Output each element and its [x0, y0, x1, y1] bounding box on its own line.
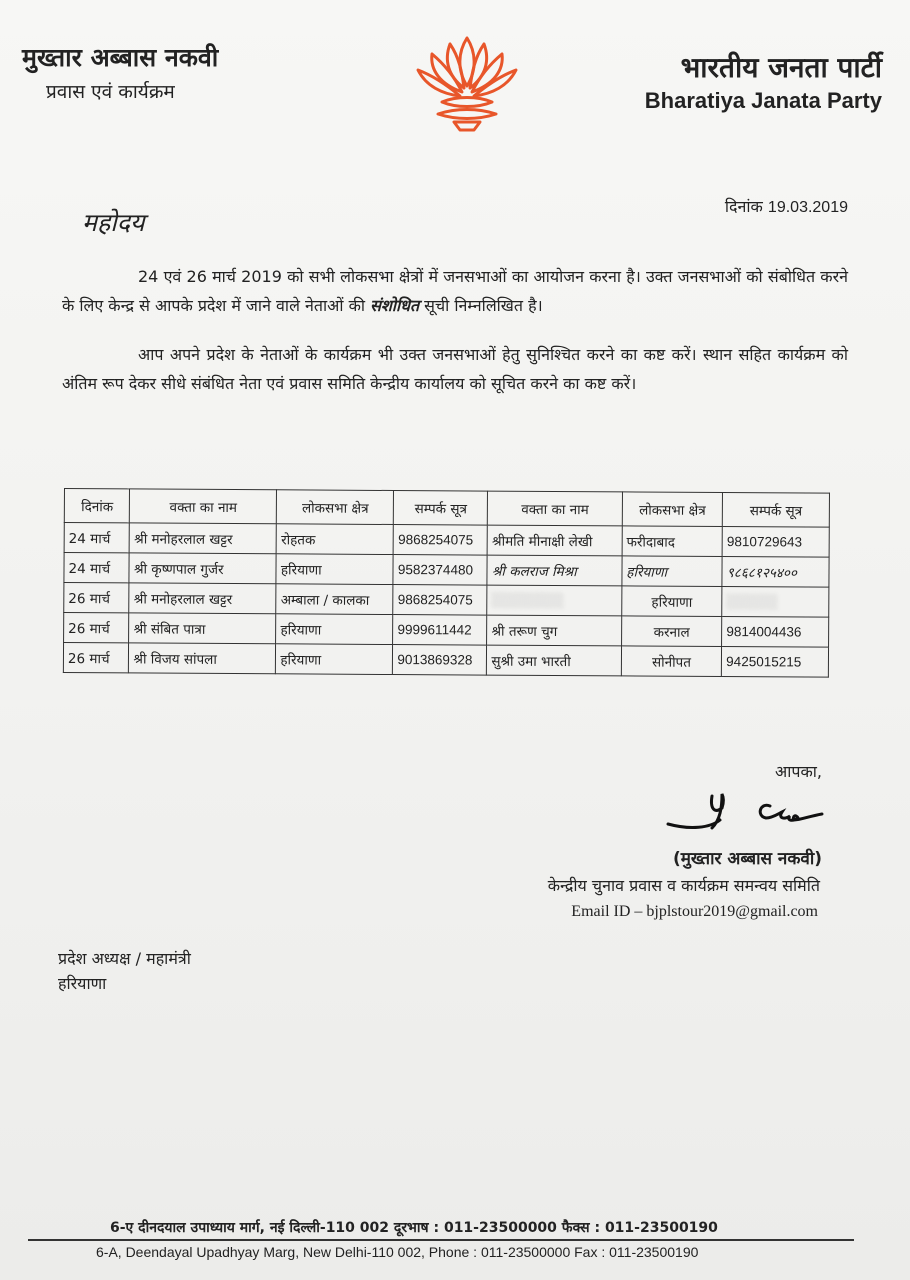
table-row	[64, 613, 829, 648]
col-header-speaker: वक्ता का नाम	[130, 489, 277, 524]
table-row	[63, 643, 828, 678]
cell-date: 26 मार्च	[64, 613, 130, 643]
cell-constituency: हरियाणा	[276, 614, 393, 645]
redacted-mark: ░░░░░	[726, 593, 779, 610]
signature-image	[660, 788, 840, 838]
cell-speaker-2: श्री तरूण चुग	[487, 615, 622, 646]
table-header-row	[64, 489, 829, 528]
lotus-icon	[412, 30, 522, 135]
footer-address-hindi: 6-ए दीनदयाल उपाध्याय मार्ग, नई दिल्ली-110 002 दूरभाष : 011-23500000 फैक्स : 011-23500190	[110, 1220, 718, 1236]
cell-contact-2: 9810729643	[722, 527, 829, 558]
cell-contact: 9868254075	[393, 585, 487, 616]
cell-constituency: हरियाणा	[276, 644, 393, 675]
footer-divider	[28, 1239, 854, 1241]
party-name-english: Bharatiya Janata Party	[644, 88, 882, 113]
signatory-name: (मुख्तार अब्बास नकवी)	[672, 849, 822, 869]
cell-constituency-2: सोनीपत	[621, 646, 722, 677]
cell-contact: 9582374480	[393, 555, 487, 586]
addressee-line-2: हरियाणा	[58, 974, 107, 993]
addressee	[58, 946, 191, 996]
cell-speaker-2: सुश्री उमा भारती	[487, 645, 622, 676]
table-row	[64, 553, 829, 588]
table-row	[64, 523, 829, 558]
salutation: महोदय	[82, 208, 145, 237]
sender-department: प्रवास एवं कार्यक्रम	[46, 81, 175, 103]
date-value: 19.03.2019	[767, 199, 848, 216]
date-label: दिनांक	[724, 197, 763, 216]
cell-constituency-2: करनाल	[621, 616, 722, 647]
paragraph-1	[62, 262, 848, 320]
letter-date	[725, 195, 848, 217]
cell-contact-2-redacted	[722, 587, 829, 618]
cell-speaker-2: श्रीमति मीनाक्षी लेखी	[487, 525, 622, 556]
table-row	[64, 583, 829, 618]
col-header-speaker-2: वक्ता का नाम	[488, 491, 623, 526]
cell-contact: 9013869328	[393, 645, 487, 676]
cell-constituency-2-handwritten: हरियाणा	[622, 556, 723, 587]
addressee-line-1: प्रदेश अध्यक्ष / महामंत्री	[58, 949, 191, 968]
redacted-mark: ░░░░░░░	[491, 592, 565, 609]
cell-speaker-2-handwritten: श्री कलराज मिश्रा	[487, 555, 622, 586]
cell-speaker: श्री मनोहरलाल खट्टर	[130, 523, 277, 554]
cell-speaker-2-redacted	[487, 585, 622, 616]
cell-contact: 9999611442	[393, 615, 487, 646]
paragraph-1-text: 24 एवं 26 मार्च 2019 को सभी लोकसभा क्षेत्रों में जनसभाओं का आयोजन करना है। उक्त जनसभाओं को संबोधित करने के लिए केन्द्र से आपके प्रदेश में जाने वाले नेताओं की	[62, 267, 848, 315]
cell-constituency: रोहतक	[277, 524, 394, 555]
speaker-schedule-table	[63, 488, 830, 678]
col-header-constituency-2: लोकसभा क्षेत्र	[622, 492, 723, 527]
cell-speaker: श्री संबित पात्रा	[129, 613, 276, 644]
paragraph-1-end: सूची निम्नलिखित है।	[424, 296, 543, 315]
letterhead-left	[22, 40, 218, 104]
footer-address-english: 6-A, Deendayal Upadhyay Marg, New Delhi-110 002, Phone : 011-23500000 Fax : 011-23500190	[96, 1244, 699, 1260]
party-name-hindi: भारतीय जनता पार्टी	[680, 51, 882, 84]
signatory-title: केन्द्रीय चुनाव प्रवास व कार्यक्रम समन्वय समिति	[547, 876, 820, 895]
cell-constituency: हरियाणा	[276, 554, 393, 585]
closing-text: आपका,	[775, 762, 822, 781]
cell-contact: 9868254075	[394, 525, 488, 556]
letterhead-right	[645, 48, 882, 114]
col-header-contact-2: सम्पर्क सूत्र	[723, 493, 830, 528]
cell-date: 24 मार्च	[64, 523, 130, 553]
cell-speaker: श्री मनोहरलाल खट्टर	[129, 583, 276, 614]
paragraph-2: आप अपने प्रदेश के नेताओं के कार्यक्रम भी उक्त जनसभाओं हेतु सुनिश्चित करने का कष्ट करें। स्थान सहित कार्यक्रम को अंतिम रूप देकर सीधे संबंधित नेता एवं प्रवास समिति केन्द्रीय कार्यालय को सूचित करने का कष्ट करें।	[62, 345, 848, 393]
signatory-email: Email ID – bjplstour2019@gmail.com	[571, 903, 818, 920]
paragraph-1-emphasis: संशोधित	[370, 296, 420, 315]
cell-speaker: श्री कृष्णपाल गुर्जर	[129, 553, 276, 584]
cell-contact-2: 9425015215	[722, 647, 829, 678]
cell-speaker: श्री विजय सांपला	[129, 643, 276, 674]
cell-date: 26 मार्च	[64, 583, 130, 613]
cell-contact-2-handwritten: ९८६८१२५४००	[722, 557, 829, 588]
cell-contact-2: 9814004436	[722, 617, 829, 648]
col-header-constituency: लोकसभा क्षेत्र	[277, 490, 394, 525]
cell-constituency: अम्बाला / कालका	[276, 584, 393, 615]
cell-constituency-2: फरीदाबाद	[622, 526, 723, 557]
cell-date: 24 मार्च	[64, 553, 130, 583]
col-header-date: दिनांक	[64, 489, 130, 523]
col-header-contact: सम्पर्क सूत्र	[394, 491, 488, 526]
cell-date: 26 मार्च	[63, 643, 129, 673]
sender-name-heading: मुख्तार अब्बास नकवी	[22, 43, 219, 72]
cell-constituency-2: हरियाणा	[622, 586, 723, 617]
